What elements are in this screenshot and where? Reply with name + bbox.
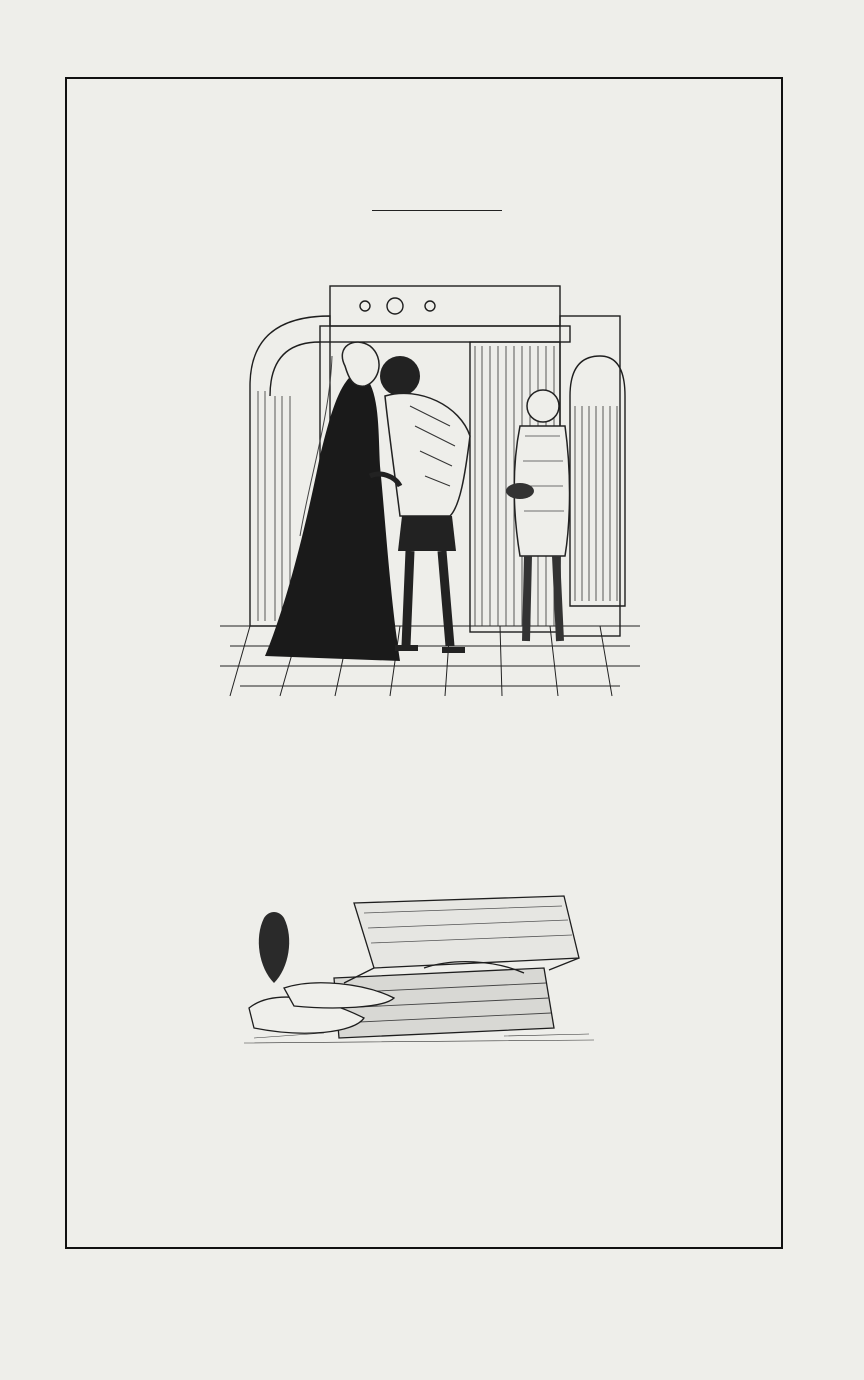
title-rule (372, 210, 502, 211)
engraving-open-chest-scroll-icon (244, 888, 594, 1048)
engraving-lovers-embrace-icon (220, 276, 640, 706)
